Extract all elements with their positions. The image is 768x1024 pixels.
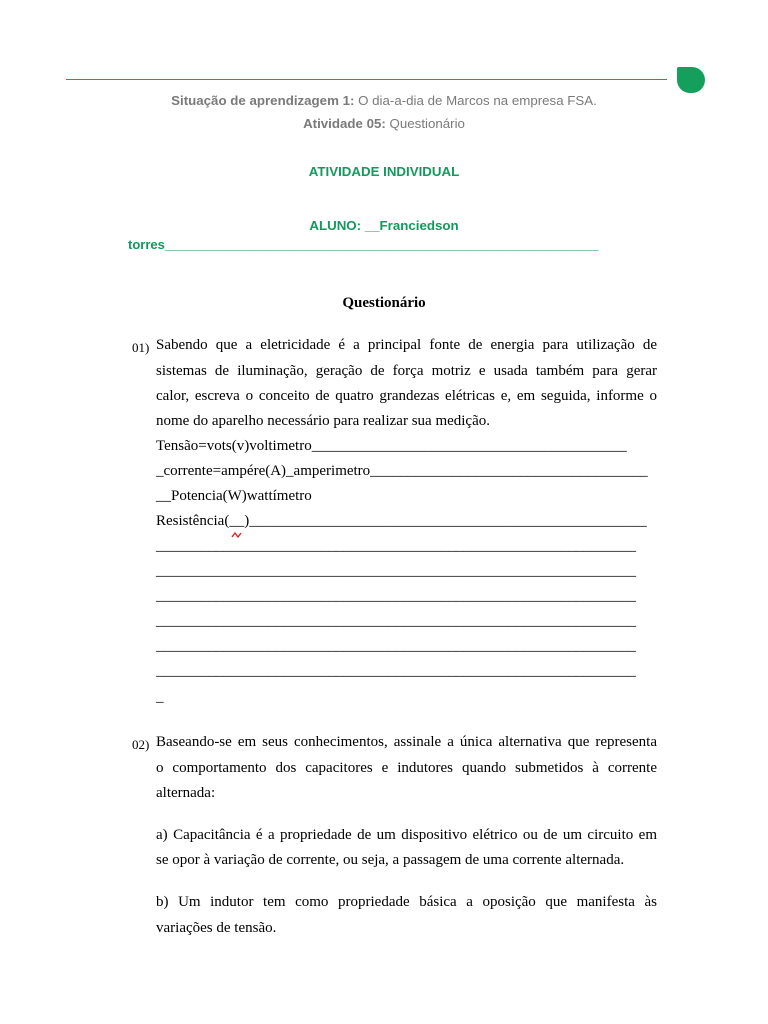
question-1-text-line: sistemas de iluminação, geração de força motriz e usada também para gerar [156, 363, 657, 379]
question-1-text-line: Sabendo que a eletricidade é a principal fonte de energia para utilização de [156, 337, 657, 353]
question-1-text-line: nome do aparelho necessário para realizar sua medição. [156, 413, 490, 429]
answer-blank-line: ________________________________________________________________ [156, 538, 636, 554]
student-name-line: ALUNO: __Franciedson [309, 218, 459, 233]
answer-blank-line: ________________________________________________________________ [156, 588, 636, 604]
question-1-number: 01) [132, 340, 150, 355]
answer-blank-line: ________________________________________________________________ [156, 563, 636, 579]
student-name-continuation: torres____________________________________________________________ [128, 237, 599, 252]
answer-line: _corrente=ampére(A)_amperimetro_____________________________________ [156, 463, 648, 479]
option-b-line: b) Um indutor tem como propriedade básica a oposição que manifesta às [156, 894, 657, 910]
brand-logo [677, 67, 705, 93]
answer-line: __Potencia(W)wattímetro [156, 488, 312, 504]
question-2-number: 02) [132, 737, 150, 752]
activity-label: Atividade 05: [303, 116, 386, 131]
situation-label: Situação de aprendizagem 1: [171, 93, 355, 108]
option-a-line: se opor à variação de corrente, ou seja, a passagem de uma corrente alternada. [156, 852, 625, 868]
option-b-line: variações de tensão. [156, 920, 277, 936]
answer-line: Resistência(__)_____________________________________________________ [156, 513, 647, 529]
question-2-text-line: alternada: [156, 785, 216, 801]
header-divider [66, 79, 667, 80]
answer-line: Tensão=vots(v)voltimetro__________________________________________ [156, 438, 627, 454]
answer-blank-line: ________________________________________________________________ [156, 663, 636, 679]
activity-text: Questionário [389, 116, 465, 131]
situation-text: O dia-a-dia de Marcos na empresa FSA. [358, 93, 597, 108]
answer-blank-line: _ [156, 689, 164, 705]
option-a-line: a) Capacitância é a propriedade de um dispositivo elétrico ou de um circuito em [156, 827, 657, 843]
answer-blank-line: ________________________________________________________________ [156, 638, 636, 654]
question-2-text-line: Baseando-se em seus conhecimentos, assinale a única alternativa que representa [156, 734, 657, 750]
activity-line [0, 116, 768, 131]
question-2-text-line: o comportamento dos capacitores e indutores quando submetidos à corrente [156, 760, 657, 776]
questionnaire-title: Questionário [342, 295, 426, 311]
answer-blank-line: ________________________________________________________________ [156, 613, 636, 629]
individual-activity-heading: ATIVIDADE INDIVIDUAL [308, 164, 460, 179]
question-1-text-line: calor, escreva o conceito de quatro grandezas elétricas e, em seguida, informe o [156, 388, 657, 404]
situation-line [0, 93, 768, 108]
